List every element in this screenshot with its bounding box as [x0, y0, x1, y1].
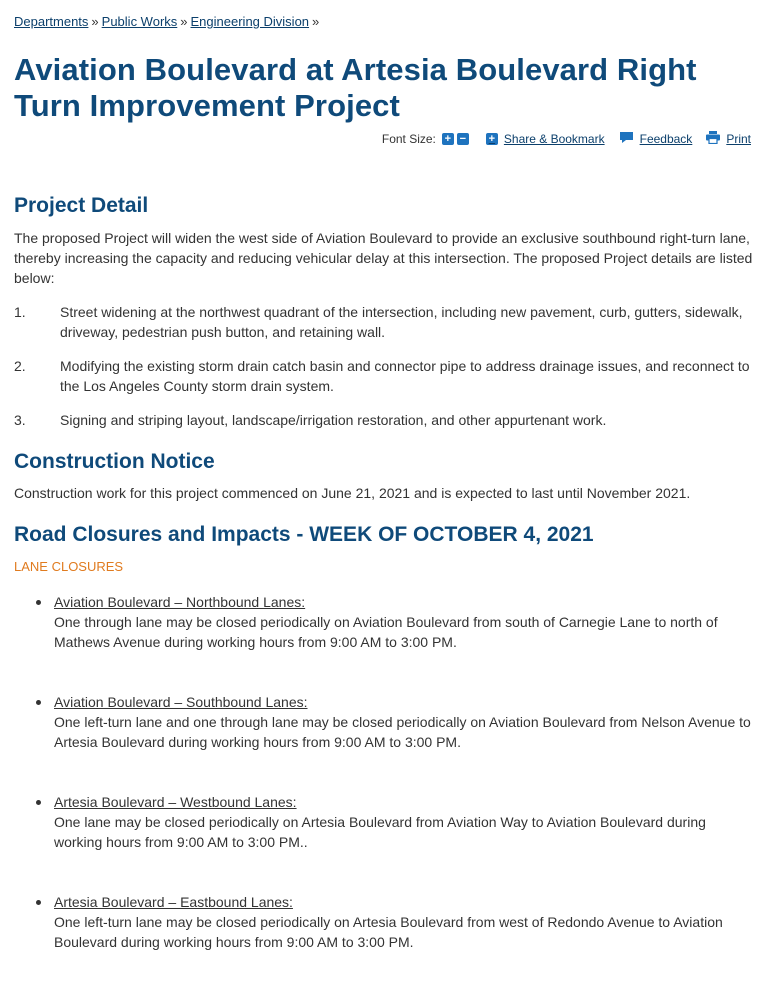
list-item-number: 1. — [14, 304, 26, 320]
share-bookmark-label: Share & Bookmark — [503, 132, 605, 146]
list-item-text: Signing and striping layout, landscape/irrigation restoration, and other appurtenant work. — [60, 412, 607, 428]
bullet-icon — [36, 700, 41, 705]
list-item — [14, 892, 754, 952]
construction-notice-text: Construction work for this project commenced on June 21, 2021 and is expected to last until November 2021. — [14, 485, 691, 501]
bullet-icon — [36, 900, 41, 905]
breadcrumb-separator: » — [91, 14, 99, 29]
share-bookmark-link[interactable] — [486, 132, 605, 146]
plus-icon: + — [486, 133, 498, 145]
project-detail-heading: Project Detail — [14, 194, 149, 217]
font-size-label: Font Size: — [381, 132, 436, 146]
list-item — [14, 592, 754, 652]
closure-title: Aviation Boulevard – Southbound Lanes: — [54, 694, 308, 710]
closure-text: One left-turn lane may be closed periodically on Artesia Boulevard from west of Redondo Avenue to Aviation Boulevard during working hours from 9:00 AM to 3:00 PM. — [54, 914, 723, 950]
closure-text: One through lane may be closed periodically on Aviation Boulevard from south of Carnegie Lane to north of Mathews Avenue during working hours from 9:00 AM to 3:00 PM. — [54, 614, 718, 650]
closure-text: One lane may be closed periodically on Artesia Boulevard from Aviation Way to Aviation Boulevard during working hours from 9:00 AM to 3:00 PM.. — [54, 814, 706, 850]
construction-notice-heading: Construction Notice — [14, 450, 215, 473]
breadcrumb — [14, 14, 322, 29]
closure-title: Artesia Boulevard – Eastbound Lanes: — [54, 894, 293, 910]
road-closures-heading: Road Closures and Impacts - WEEK OF OCTOBER 4, 2021 — [14, 523, 594, 546]
feedback-link[interactable] — [619, 131, 693, 147]
project-detail-list — [14, 302, 754, 430]
list-item-text: Modifying the existing storm drain catch basin and connector pipe to address drainage issues, and reconnect to the Los Angeles County storm drain system. — [60, 358, 750, 394]
page-toolbar — [382, 131, 751, 147]
list-item — [14, 410, 754, 430]
breadcrumb-link-public-works[interactable]: Public Works — [101, 14, 178, 29]
list-item-number: 2. — [14, 358, 26, 374]
closure-title: Artesia Boulevard – Westbound Lanes: — [54, 794, 297, 810]
breadcrumb-separator: » — [312, 14, 320, 29]
breadcrumb-separator: » — [180, 14, 188, 29]
printer-icon — [706, 131, 720, 147]
bullet-icon — [36, 600, 41, 605]
list-item-text: Street widening at the northwest quadrant of the intersection, including new pavement, curb, gutters, sidewalk, driveway, pedestrian push button, and retaining wall. — [60, 304, 743, 340]
font-increase-button[interactable]: + — [442, 133, 454, 145]
breadcrumb-link-departments[interactable]: Departments — [14, 14, 89, 29]
speech-bubble-icon — [619, 131, 634, 147]
list-item — [14, 302, 754, 342]
list-item — [14, 692, 754, 752]
font-decrease-button[interactable]: − — [457, 133, 469, 145]
breadcrumb-link-engineering-division[interactable]: Engineering Division — [190, 14, 310, 29]
list-item — [14, 792, 754, 852]
lane-closures-subheading: LANE CLOSURES — [14, 559, 124, 574]
lane-closures-list — [14, 592, 754, 992]
page-title: Aviation Boulevard at Artesia Boulevard Right Turn Improvement Project — [14, 52, 697, 123]
bullet-icon — [36, 800, 41, 805]
print-link[interactable] — [706, 131, 751, 147]
list-item-number: 3. — [14, 412, 26, 428]
closure-text: One left-turn lane and one through lane may be closed periodically on Aviation Boulevard from Nelson Avenue to Artesia Boulevard during working hours from 9:00 AM to 3:00 PM. — [54, 714, 751, 750]
print-label: Print — [726, 132, 751, 146]
list-item — [14, 356, 754, 396]
closure-title: Aviation Boulevard – Northbound Lanes: — [54, 594, 306, 610]
project-detail-intro: The proposed Project will widen the west side of Aviation Boulevard to provide an exclusive southbound right-turn lane, thereby increasing the capacity and reducing vehicular delay at this intersection. The proposed Project details are listed below: — [14, 230, 753, 286]
feedback-label: Feedback — [639, 132, 693, 146]
